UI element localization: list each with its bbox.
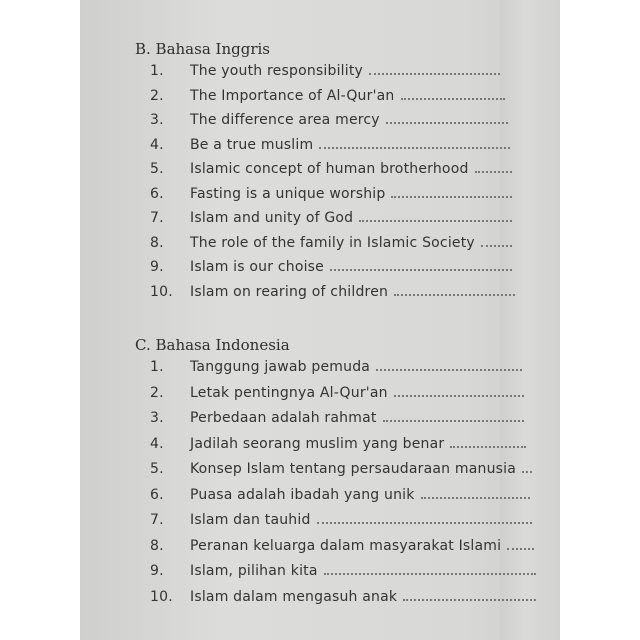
dot-leader bbox=[394, 394, 524, 397]
entry-title: Islam on rearing of children bbox=[190, 283, 389, 300]
entry-title: The role of the family in Islamic Society bbox=[190, 234, 475, 251]
toc-entry bbox=[150, 512, 532, 532]
toc-entry bbox=[150, 186, 512, 206]
entry-title: Peranan keluarga dalam masyarakat Islami bbox=[190, 537, 502, 554]
toc-entry bbox=[150, 461, 532, 481]
dot-leader bbox=[317, 521, 532, 524]
entry-title: The difference area mercy bbox=[190, 112, 380, 128]
dot-leader bbox=[386, 121, 508, 124]
entry-title: Islam and unity of God bbox=[190, 210, 354, 226]
entry-number: 3. bbox=[150, 112, 164, 128]
dot-leader bbox=[391, 195, 512, 198]
dot-leader bbox=[369, 72, 500, 75]
section-heading: B. Bahasa Inggris bbox=[135, 40, 270, 58]
entry-title: Islam, pilihan kita bbox=[190, 563, 318, 579]
toc-entry bbox=[150, 259, 512, 279]
entry-number: 2. bbox=[150, 384, 164, 401]
dot-leader bbox=[324, 572, 536, 575]
entry-number: 8. bbox=[150, 234, 164, 251]
dot-leader bbox=[421, 496, 530, 499]
entry-number: 4. bbox=[150, 136, 164, 153]
dot-leader bbox=[401, 97, 506, 100]
entry-title: Konsep Islam tentang persaudaraan manusia bbox=[190, 461, 517, 477]
dot-leader bbox=[507, 547, 534, 550]
dot-leader bbox=[403, 598, 536, 601]
toc-entry bbox=[150, 410, 524, 430]
dot-leader bbox=[450, 445, 526, 448]
entry-title: Be a true muslim bbox=[190, 136, 314, 153]
entry-number: 6. bbox=[150, 185, 164, 202]
entry-number: 10. bbox=[150, 588, 173, 605]
entry-number: 4. bbox=[150, 435, 164, 452]
entry-number: 3. bbox=[150, 410, 164, 426]
toc-entry bbox=[150, 563, 536, 583]
section-heading: C. Bahasa Indonesia bbox=[135, 336, 290, 354]
entry-number: 7. bbox=[150, 512, 164, 528]
entry-title: Islam dan tauhid bbox=[190, 512, 311, 528]
entry-title: Tanggung jawab pemuda bbox=[190, 359, 371, 375]
entry-number: 1. bbox=[150, 359, 164, 375]
entry-title: Jadilah seorang muslim yang benar bbox=[190, 435, 445, 452]
toc-entry bbox=[150, 589, 536, 609]
entry-number: 8. bbox=[150, 537, 164, 554]
dot-leader bbox=[481, 244, 512, 247]
entry-number: 5. bbox=[150, 461, 164, 477]
dot-leader bbox=[522, 470, 532, 473]
entry-number: 1. bbox=[150, 63, 164, 79]
toc-entry bbox=[150, 284, 515, 304]
entry-title: Islam dalam mengasuh anak bbox=[190, 588, 398, 605]
entry-title: Fasting is a unique worship bbox=[190, 185, 386, 202]
entry-title: Letak pentingnya Al-Qur'an bbox=[190, 384, 388, 401]
toc-entry bbox=[150, 436, 526, 456]
dot-leader bbox=[319, 146, 510, 149]
entry-title: Perbedaan adalah rahmat bbox=[190, 410, 377, 426]
toc-entry bbox=[150, 538, 534, 558]
entry-number: 2. bbox=[150, 87, 164, 104]
entry-title: Puasa adalah ibadah yang unik bbox=[190, 486, 415, 503]
dot-leader bbox=[394, 293, 515, 296]
entry-number: 9. bbox=[150, 259, 164, 275]
toc-entry bbox=[150, 235, 512, 255]
entry-title: The Importance of Al-Qur'an bbox=[190, 87, 395, 104]
entry-number: 10. bbox=[150, 283, 173, 300]
dot-leader bbox=[475, 170, 512, 173]
entry-title: Islamic concept of human brotherhood bbox=[190, 161, 469, 177]
toc-entry bbox=[150, 385, 524, 405]
toc-entry bbox=[150, 137, 510, 157]
toc-entry bbox=[150, 487, 530, 507]
dot-leader bbox=[330, 268, 512, 271]
toc-entry bbox=[150, 161, 512, 181]
entry-number: 6. bbox=[150, 486, 164, 503]
toc-entry bbox=[150, 63, 500, 83]
dot-leader bbox=[359, 219, 512, 222]
entry-title: Islam is our choise bbox=[190, 259, 324, 275]
dot-leader bbox=[383, 419, 524, 422]
toc-entry bbox=[150, 112, 508, 132]
toc-entry bbox=[150, 210, 512, 230]
dot-leader bbox=[376, 368, 522, 371]
entry-title: The youth responsibility bbox=[190, 63, 364, 79]
toc-entry bbox=[150, 359, 522, 379]
entry-number: 5. bbox=[150, 161, 164, 177]
entry-number: 9. bbox=[150, 563, 164, 579]
toc-entry bbox=[150, 88, 505, 108]
entry-number: 7. bbox=[150, 210, 164, 226]
